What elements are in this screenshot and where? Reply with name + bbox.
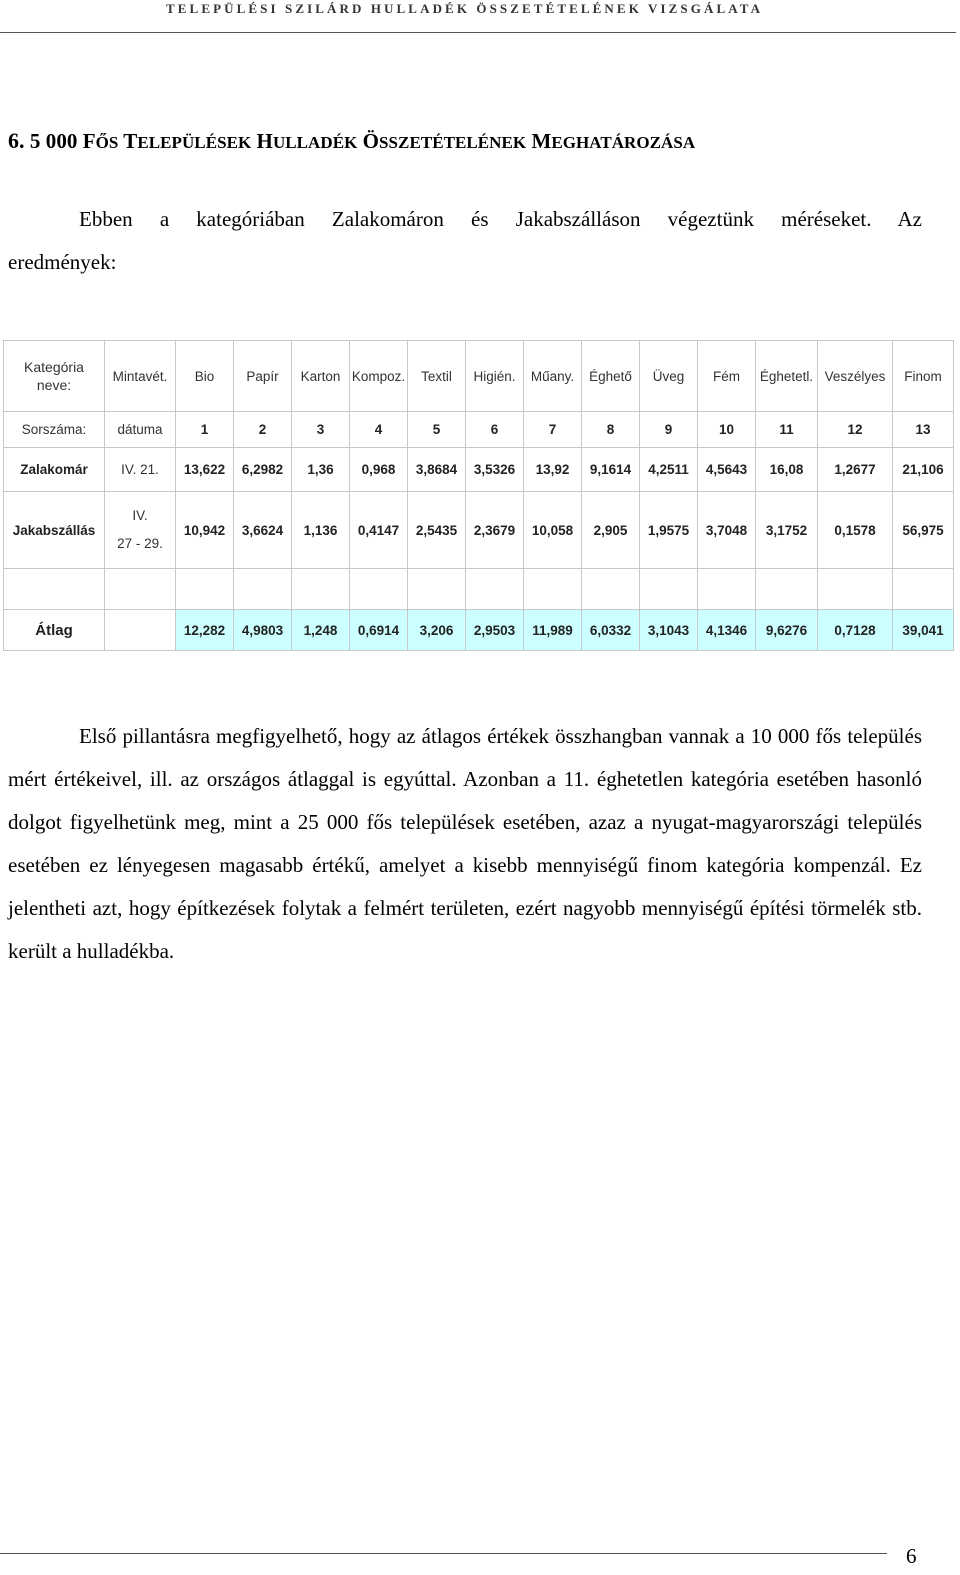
average-value-cell: 6,0332 xyxy=(582,610,640,651)
empty-cell xyxy=(524,569,582,610)
average-value-cell: 0,7128 xyxy=(818,610,893,651)
value-cell: 56,975 xyxy=(893,492,954,569)
empty-cell xyxy=(756,569,818,610)
empty-cell xyxy=(466,569,524,610)
empty-cell xyxy=(105,569,176,610)
intro-line-1: Ebben a kategóriában Zalakomáron és Jakabszálláson végeztünk méréseket. Az xyxy=(79,207,922,231)
header-cell: Éghető xyxy=(582,341,640,412)
sequence-label-cell: Sorszáma: xyxy=(4,412,105,448)
header-cell: Papír xyxy=(234,341,292,412)
sequence-number-cell: 8 xyxy=(582,412,640,448)
measurement-table-frame xyxy=(3,340,953,663)
empty-cell xyxy=(408,569,466,610)
header-cell: Kompoz. xyxy=(350,341,408,412)
empty-cell xyxy=(350,569,408,610)
category-label-line: neve: xyxy=(36,377,72,393)
empty-cell xyxy=(893,569,954,610)
section-title-part: ŐS xyxy=(95,133,119,152)
table-spacer-row xyxy=(4,569,954,610)
table-subheader-row xyxy=(4,412,954,448)
empty-cell xyxy=(818,569,893,610)
header-cell: Finom xyxy=(893,341,954,412)
section-title-part: SSZETÉTELÉNEK xyxy=(379,133,527,152)
value-cell: 1,2677 xyxy=(818,448,893,492)
value-cell: 0,4147 xyxy=(350,492,408,569)
value-cell: 1,36 xyxy=(292,448,350,492)
table-row-jakabszallas xyxy=(4,492,954,569)
sample-date-line: 27 - 29. xyxy=(117,536,163,551)
table-header-row xyxy=(4,341,954,412)
empty-cell xyxy=(176,569,234,610)
value-cell: 0,968 xyxy=(350,448,408,492)
sequence-number-cell: 2 xyxy=(234,412,292,448)
average-value-cell: 4,9803 xyxy=(234,610,292,651)
intro-paragraph xyxy=(8,198,922,284)
value-cell: 3,7048 xyxy=(698,492,756,569)
header-cell: Karton xyxy=(292,341,350,412)
value-cell: 6,2982 xyxy=(234,448,292,492)
header-cell: Bio xyxy=(176,341,234,412)
average-value-cell: 0,6914 xyxy=(350,610,408,651)
sequence-number-cell: 10 xyxy=(698,412,756,448)
sequence-number-cell: 13 xyxy=(893,412,954,448)
value-cell: 13,622 xyxy=(176,448,234,492)
section-title-part: H xyxy=(251,129,273,153)
measurement-table xyxy=(3,340,954,651)
section-title-part: ULLADÉK xyxy=(272,133,358,152)
category-label-cell xyxy=(4,341,105,412)
average-value-cell: 1,248 xyxy=(292,610,350,651)
value-cell: 10,058 xyxy=(524,492,582,569)
average-value-cell: 39,041 xyxy=(893,610,954,651)
sequence-number-cell: 5 xyxy=(408,412,466,448)
sample-date-cell: IV. 21. xyxy=(105,448,176,492)
average-value-cell: 3,206 xyxy=(408,610,466,651)
running-header-title: TELEPÜLÉSI SZILÁRD HULLADÉK ÖSSZETÉTELÉNEK VIZSGÁLATA xyxy=(166,1,764,16)
table-average-row xyxy=(4,610,954,651)
header-rule xyxy=(0,32,956,33)
empty-cell xyxy=(698,569,756,610)
sequence-number-cell: 1 xyxy=(176,412,234,448)
value-cell: 9,1614 xyxy=(582,448,640,492)
page-number: 6 xyxy=(906,1544,917,1568)
table-row-zalakomar xyxy=(4,448,954,492)
date-label-cell: dátuma xyxy=(105,412,176,448)
empty-cell xyxy=(105,610,176,651)
empty-cell xyxy=(292,569,350,610)
value-cell: 13,92 xyxy=(524,448,582,492)
sample-date-line: IV. xyxy=(132,508,148,523)
value-cell: 2,905 xyxy=(582,492,640,569)
section-title-part: EGHATÁROZÁSA xyxy=(551,133,696,152)
average-label-cell: Átlag xyxy=(4,610,105,651)
sequence-number-cell: 6 xyxy=(466,412,524,448)
value-cell: 21,106 xyxy=(893,448,954,492)
section-title-part: ELEPÜLÉSEK xyxy=(137,133,252,152)
running-header xyxy=(0,0,960,36)
value-cell: 4,2511 xyxy=(640,448,698,492)
average-value-cell: 4,1346 xyxy=(698,610,756,651)
average-value-cell: 2,9503 xyxy=(466,610,524,651)
header-cell: Műany. xyxy=(524,341,582,412)
empty-cell xyxy=(640,569,698,610)
empty-cell xyxy=(4,569,105,610)
header-cell: Higién. xyxy=(466,341,524,412)
value-cell: 2,5435 xyxy=(408,492,466,569)
section-title-part: 5 000 F xyxy=(29,129,96,153)
value-cell: 1,9575 xyxy=(640,492,698,569)
section-title-part: T xyxy=(118,129,138,153)
sequence-number-cell: 9 xyxy=(640,412,698,448)
value-cell: 10,942 xyxy=(176,492,234,569)
sample-date-cell xyxy=(105,492,176,569)
sequence-number-cell: 7 xyxy=(524,412,582,448)
average-value-cell: 9,6276 xyxy=(756,610,818,651)
header-cell: Fém xyxy=(698,341,756,412)
value-cell: 4,5643 xyxy=(698,448,756,492)
sequence-number-cell: 3 xyxy=(292,412,350,448)
value-cell: 0,1578 xyxy=(818,492,893,569)
value-cell: 16,08 xyxy=(756,448,818,492)
section-title-part: M xyxy=(526,129,552,153)
header-cell: Mintavét. xyxy=(105,341,176,412)
value-cell: 1,136 xyxy=(292,492,350,569)
value-cell: 3,1752 xyxy=(756,492,818,569)
average-value-cell: 11,989 xyxy=(524,610,582,651)
header-cell: Textil xyxy=(408,341,466,412)
section-heading xyxy=(8,128,695,154)
sequence-number-cell: 11 xyxy=(756,412,818,448)
value-cell: 3,5326 xyxy=(466,448,524,492)
body-paragraph: Első pillantásra megfigyelhető, hogy az átlagos értékek összhangban vannak a 10 000 fős település mért értékeivel, ill. az országos átlaggal is egyúttal. Azonban a 11. éghetetlen kategória esetében hasonló dolgot figyelhetünk meg, mint a 25 000 fős települések esetében, azaz a nyugat-magyarországi település esetében ez lényegesen magasabb értékű, amelyet a kisebb mennyiségű finom kategória kompenzál. Ez jelentheti azt, hogy építkezések folytak a felmért területen, ezért nagyobb mennyiségű építési törmelék stb. került a hulladékba. xyxy=(8,724,922,963)
average-value-cell: 3,1043 xyxy=(640,610,698,651)
sequence-number-cell: 12 xyxy=(818,412,893,448)
average-value-cell: 12,282 xyxy=(176,610,234,651)
section-title-part: Ö xyxy=(357,129,380,153)
empty-cell xyxy=(234,569,292,610)
footer-rule xyxy=(0,1553,887,1554)
intro-line-2: eredmények: xyxy=(8,250,117,274)
value-cell: 3,6624 xyxy=(234,492,292,569)
header-cell: Üveg xyxy=(640,341,698,412)
settlement-name-cell: Zalakomár xyxy=(4,448,105,492)
header-cell: Éghetetl. xyxy=(756,341,818,412)
header-cell: Veszélyes xyxy=(818,341,893,412)
category-label-line: Kategória xyxy=(24,359,84,375)
empty-cell xyxy=(582,569,640,610)
value-cell: 3,8684 xyxy=(408,448,466,492)
section-number: 6. xyxy=(8,128,25,153)
sequence-number-cell: 4 xyxy=(350,412,408,448)
settlement-name-cell: Jakabszállás xyxy=(4,492,105,569)
value-cell: 2,3679 xyxy=(466,492,524,569)
